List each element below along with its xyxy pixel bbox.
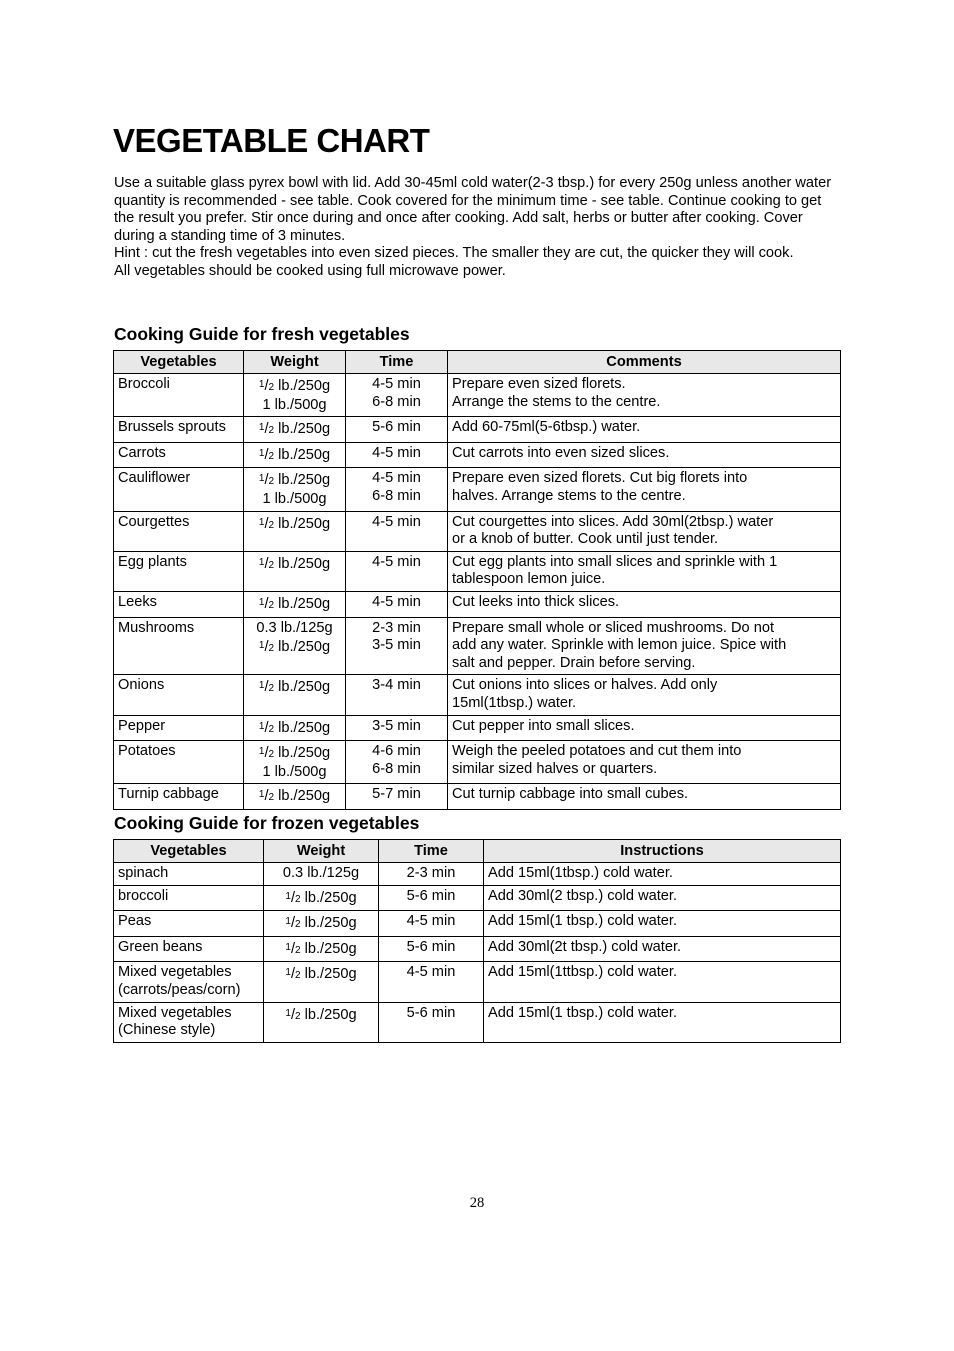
vegetable-cell: Pepper — [114, 715, 244, 741]
cell-line: Cut onions into slices or halves. Add only — [452, 677, 718, 694]
cell-line: halves. Arrange stems to the centre. — [452, 487, 686, 504]
vegetable-cell — [114, 936, 264, 962]
comment-cell — [484, 1002, 841, 1042]
intro-text — [114, 175, 844, 281]
cell-line: Mixed vegetables — [118, 964, 232, 981]
column-header: Time — [379, 840, 484, 863]
half-fraction: $^1$/2 — [258, 595, 275, 612]
cell-line: tablespoon lemon juice. — [452, 571, 606, 588]
weight-value — [268, 913, 374, 934]
cell-line: Cut turnip cabbage into small cubes. — [452, 786, 689, 803]
cell-line: 4-5 min — [372, 444, 421, 461]
weight-unit: lb./250g — [300, 1006, 357, 1023]
vegetable-cell: Leeks — [114, 591, 244, 617]
cell-line: Cut egg plants into small slices and sprinkle with 1 — [452, 553, 778, 570]
cell-line: Add 30ml(2t tbsp.) cold water. — [488, 938, 682, 955]
cell-line: (carrots/peas/corn) — [118, 981, 241, 998]
page-number: 28 — [469, 1195, 485, 1211]
weight-cell — [244, 741, 346, 784]
time-cell — [346, 374, 448, 417]
weight-value — [268, 888, 374, 909]
cell-line: 3-4 min — [372, 677, 421, 694]
cell-line: Mixed vegetables — [118, 1004, 232, 1021]
weight-unit: lb./250g — [274, 421, 331, 438]
weight-value — [268, 1005, 374, 1026]
comment-cell — [448, 675, 841, 715]
cell-line: 6-8 min — [372, 487, 421, 504]
weight-cell — [244, 591, 346, 617]
column-header: Weight — [244, 351, 346, 374]
comment-cell — [448, 468, 841, 511]
half-fraction: $^1$/2 — [285, 1006, 301, 1023]
weight-cell — [244, 374, 346, 417]
table-row — [114, 911, 841, 937]
time-cell — [346, 417, 448, 443]
comment-cell — [448, 442, 841, 468]
time-cell — [346, 442, 448, 468]
time-cell — [346, 591, 448, 617]
weight-unit: lb./250g — [274, 788, 331, 805]
time-cell — [346, 741, 448, 784]
comment-cell — [484, 885, 841, 911]
fresh-vegetables-table — [113, 350, 841, 810]
table-row — [114, 551, 841, 591]
page-title: VEGETABLE CHART — [113, 122, 430, 159]
cell-line: 4-5 min — [372, 376, 421, 392]
comment-cell — [484, 962, 841, 1002]
table-row — [114, 511, 841, 551]
cell-line: 1 lb./500g — [262, 396, 327, 413]
weight-unit: lb./250g — [274, 639, 331, 656]
comment-cell — [448, 511, 841, 551]
weight-value — [268, 939, 374, 960]
cell-line: Cut carrots into even sized slices. — [452, 444, 670, 461]
table-row — [114, 1002, 841, 1042]
weight-value — [248, 470, 341, 491]
comment-cell — [448, 374, 841, 417]
cell-line: 1 lb./500g — [262, 490, 327, 507]
comment-cell — [484, 863, 841, 886]
time-cell — [346, 468, 448, 511]
cell-line: 4-5 min — [372, 470, 421, 487]
cell-line: Add 15ml(1ttbsp.) cold water. — [488, 964, 677, 981]
vegetable-cell — [114, 885, 264, 911]
column-header: Time — [346, 351, 448, 374]
vegetable-cell — [114, 911, 264, 937]
half-fraction: $^1$/2 — [258, 472, 275, 489]
cell-line: Cut courgettes into slices. Add 30ml(2tbsp.) water — [452, 513, 774, 530]
weight-value — [248, 786, 341, 807]
weight-cell — [244, 675, 346, 715]
weight-value — [248, 743, 341, 764]
weight-cell — [264, 936, 379, 962]
weight-unit: lb./250g — [274, 446, 331, 463]
cell-line: spinach — [118, 865, 169, 881]
comment-cell — [448, 715, 841, 741]
weight-unit: lb./250g — [274, 555, 331, 572]
cell-line: 6-8 min — [372, 760, 421, 777]
weight-cell — [244, 511, 346, 551]
cell-line: 4-6 min — [372, 743, 421, 760]
time-cell — [346, 551, 448, 591]
time-cell — [346, 675, 448, 715]
table-header-row — [114, 840, 841, 863]
comment-cell — [448, 784, 841, 810]
vegetable-cell: Carrots — [114, 442, 244, 468]
cell-line: broccoli — [118, 887, 169, 904]
vegetable-cell: Mushrooms — [114, 617, 244, 675]
weight-unit: lb./250g — [274, 515, 331, 532]
time-cell — [379, 885, 484, 911]
weight-cell — [264, 885, 379, 911]
column-header: Vegetables — [114, 840, 264, 863]
cell-line: salt and pepper. Drain before serving. — [452, 654, 696, 671]
table-row — [114, 936, 841, 962]
cell-line: 2-3 min — [372, 619, 421, 636]
table-row — [114, 741, 841, 784]
weight-value — [248, 677, 341, 698]
comment-cell — [448, 741, 841, 784]
table-row — [114, 591, 841, 617]
time-cell — [346, 715, 448, 741]
cell-line: Peas — [118, 913, 152, 930]
table-header-row — [114, 351, 841, 374]
cell-line: Prepare small whole or sliced mushrooms. Do not — [452, 619, 775, 636]
weight-unit: lb./250g — [274, 679, 331, 696]
cell-line: 5-6 min — [406, 887, 456, 904]
cell-line: (Chinese style) — [118, 1022, 216, 1039]
cell-line: Add 60-75ml(5-6tbsp.) water. — [452, 419, 641, 436]
vegetable-cell: Egg plants — [114, 551, 244, 591]
half-fraction: $^1$/2 — [258, 378, 275, 394]
weight-cell — [264, 863, 379, 886]
table-row — [114, 715, 841, 741]
half-fraction: $^1$/2 — [285, 966, 301, 983]
vegetable-cell: Courgettes — [114, 511, 244, 551]
weight-cell — [244, 551, 346, 591]
table-row — [114, 863, 841, 886]
weight-cell — [244, 417, 346, 443]
weight-cell — [244, 715, 346, 741]
weight-cell — [244, 617, 346, 675]
vegetable-cell: Brussels sprouts — [114, 417, 244, 443]
cell-line: 5-6 min — [372, 419, 421, 436]
power-note: All vegetables should be cooked using full microwave power. — [114, 262, 506, 279]
cell-line: Add 30ml(2 tbsp.) cold water. — [488, 887, 677, 904]
frozen-vegetables-table — [113, 839, 841, 1043]
fresh-heading: Cooking Guide for fresh vegetables — [114, 324, 410, 344]
comment-cell — [484, 911, 841, 937]
half-fraction: $^1$/2 — [258, 515, 275, 532]
weight-unit: lb./250g — [274, 719, 331, 736]
cell-line: 4-5 min — [372, 553, 421, 570]
weight-value — [268, 964, 374, 985]
half-fraction: $^1$/2 — [258, 421, 275, 438]
weight-value — [248, 419, 341, 440]
table-row — [114, 962, 841, 1002]
time-cell — [346, 617, 448, 675]
cell-line: Green beans — [118, 938, 203, 955]
cell-line: Cut pepper into small slices. — [452, 717, 635, 734]
cell-line: or a knob of butter. Cook until just tender. — [452, 531, 719, 548]
half-fraction: $^1$/2 — [258, 719, 275, 736]
vegetable-cell: Broccoli — [114, 374, 244, 417]
time-cell — [379, 962, 484, 1002]
weight-value — [248, 514, 341, 535]
vegetable-cell — [114, 863, 264, 886]
comment-cell — [448, 617, 841, 675]
cell-line: similar sized halves or quarters. — [452, 760, 658, 777]
cell-line: Add 15ml(1 tbsp.) cold water. — [488, 1004, 677, 1021]
cell-line: 5-6 min — [406, 938, 456, 955]
weight-value — [248, 445, 341, 466]
time-cell — [379, 936, 484, 962]
cell-line: Cut leeks into thick slices. — [452, 593, 620, 610]
half-fraction: $^1$/2 — [258, 555, 275, 572]
vegetable-cell: Potatoes — [114, 741, 244, 784]
half-fraction: $^1$/2 — [285, 940, 301, 957]
vegetable-cell — [114, 962, 264, 1002]
table-row — [114, 468, 841, 511]
intro-paragraph: Use a suitable glass pyrex bowl with lid. Add 30-45ml cold water(2-3 tbsp.) for every 250g unless another water quantity is recommended - see table. Cook covered for the minimum time - see table. Continue cooking to get the result you prefer. Stir once during and once after cooking. Add salt, herbs or butter after cooking. Cover during a standing time of 3 minutes. — [114, 175, 832, 244]
vegetable-cell: Onions — [114, 675, 244, 715]
cell-line: Add 15ml(1 tbsp.) cold water. — [488, 913, 677, 930]
half-fraction: $^1$/2 — [258, 788, 275, 805]
weight-unit: lb./250g — [274, 595, 331, 612]
vegetable-cell: Cauliflower — [114, 468, 244, 511]
cell-line: 4-5 min — [406, 964, 456, 981]
cell-line: Prepare even sized florets. Cut big florets into — [452, 470, 748, 487]
weight-cell — [244, 468, 346, 511]
table-row — [114, 374, 841, 417]
vegetable-cell: Turnip cabbage — [114, 784, 244, 810]
weight-value — [248, 376, 341, 397]
weight-cell — [244, 442, 346, 468]
cell-line: 6-8 min — [372, 393, 421, 410]
weight-unit: lb./250g — [300, 940, 357, 957]
column-header: Vegetables — [114, 351, 244, 374]
time-cell — [346, 511, 448, 551]
half-fraction: $^1$/2 — [258, 745, 275, 762]
cell-line: 15ml(1tbsp.) water. — [452, 694, 577, 711]
cell-line: Arrange the stems to the centre. — [452, 393, 661, 410]
cell-line: 5-7 min — [372, 786, 421, 803]
weight-unit: lb./250g — [274, 745, 331, 762]
weight-value — [248, 637, 341, 658]
weight-unit: lb./250g — [300, 966, 357, 983]
time-cell — [379, 911, 484, 937]
half-fraction: $^1$/2 — [285, 915, 301, 932]
weight-cell — [264, 1002, 379, 1042]
cell-line: Add 15ml(1tbsp.) cold water. — [488, 865, 673, 881]
column-header: Comments — [448, 351, 841, 374]
table-row — [114, 675, 841, 715]
vegetable-cell — [114, 1002, 264, 1042]
half-fraction: $^1$/2 — [258, 679, 275, 696]
hint-paragraph: Hint : cut the fresh vegetables into even sized pieces. The smaller they are cut, the quicker they will cook. — [114, 245, 794, 262]
cell-line: 4-5 min — [406, 913, 456, 930]
time-cell — [346, 784, 448, 810]
frozen-heading: Cooking Guide for frozen vegetables — [114, 813, 420, 833]
weight-unit: lb./250g — [274, 472, 331, 489]
weight-value — [248, 594, 341, 615]
column-header: Weight — [264, 840, 379, 863]
weight-unit: lb./250g — [274, 378, 331, 394]
half-fraction: $^1$/2 — [258, 446, 275, 463]
cell-line: Prepare even sized florets. — [452, 376, 626, 392]
weight-unit: lb./250g — [300, 889, 357, 906]
column-header: Instructions — [484, 840, 841, 863]
cell-line: 4-5 min — [372, 513, 421, 530]
cell-line: 0.3 lb./125g — [282, 865, 360, 881]
cell-line: 1 lb./500g — [262, 763, 327, 780]
cell-line: 2-3 min — [406, 865, 456, 881]
table-row — [114, 784, 841, 810]
half-fraction: $^1$/2 — [258, 639, 275, 656]
weight-value — [248, 554, 341, 575]
cell-line: 3-5 min — [372, 717, 421, 734]
table-row — [114, 885, 841, 911]
comment-cell — [448, 417, 841, 443]
cell-line: add any water. Sprinkle with lemon juice. Spice with — [452, 637, 787, 654]
cell-line: 4-5 min — [372, 593, 421, 610]
weight-value — [248, 718, 341, 739]
cell-line: Weigh the peeled potatoes and cut them into — [452, 743, 742, 760]
time-cell — [379, 863, 484, 886]
table-row — [114, 617, 841, 675]
table-row — [114, 417, 841, 443]
time-cell — [379, 1002, 484, 1042]
comment-cell — [484, 936, 841, 962]
comment-cell — [448, 551, 841, 591]
comment-cell — [448, 591, 841, 617]
table-row — [114, 442, 841, 468]
weight-cell — [264, 911, 379, 937]
weight-unit: lb./250g — [300, 915, 357, 932]
weight-cell — [244, 784, 346, 810]
cell-line: 3-5 min — [372, 637, 421, 654]
half-fraction: $^1$/2 — [285, 889, 301, 906]
weight-cell — [264, 962, 379, 1002]
cell-line: 0.3 lb./125g — [256, 619, 333, 636]
cell-line: 5-6 min — [406, 1004, 456, 1021]
